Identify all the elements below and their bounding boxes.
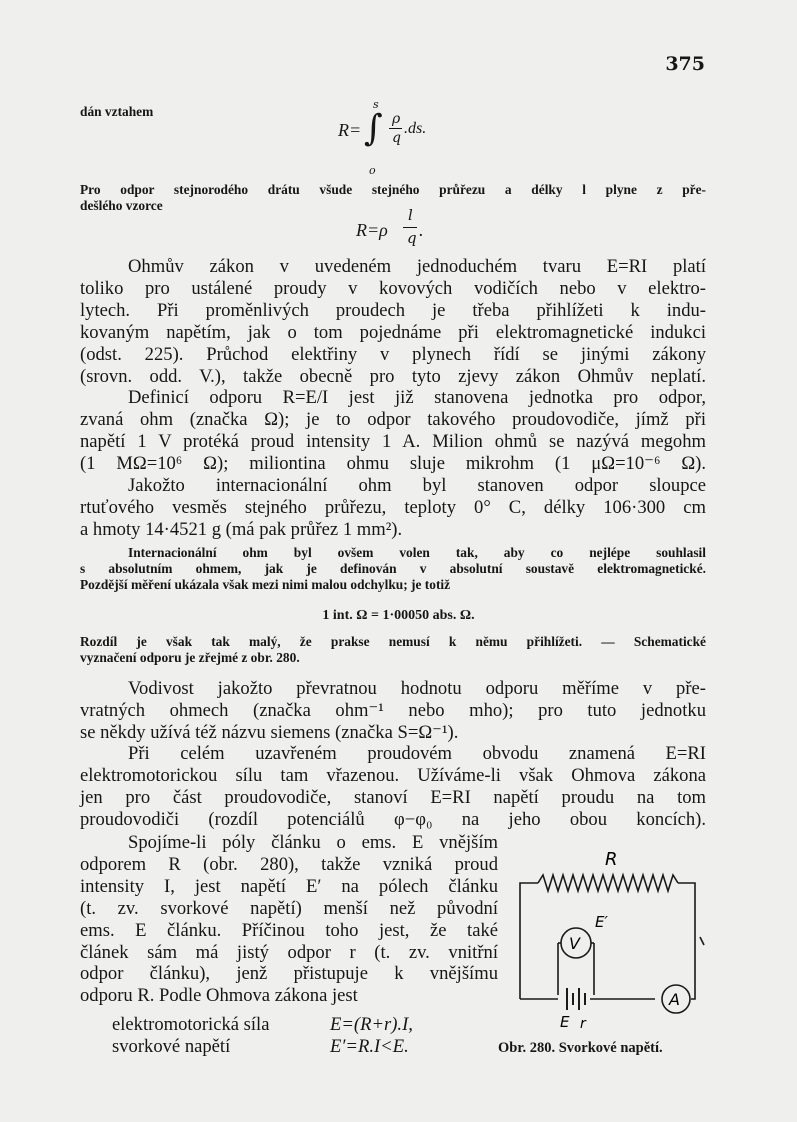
paragraph-conductance [80,678,706,744]
text-line: Ohmův zákon v uvedeném jednoduchém tvaru E=RI platí [128,256,706,277]
text-line: dešlého vzorce [80,198,163,213]
eq1-den: q [392,130,401,146]
wire-bottom-right [691,995,695,999]
text-line: vratných ohmech (značka ohm⁻¹ nebo mho); pro tuto jednotku [80,699,706,721]
resistor-zigzag [538,875,678,891]
wire-top-right [678,883,695,995]
paragraph-ohms-law [80,256,706,387]
text-line: proudovodiči (rozdíl potenciálů φ−φ₀ na jeho obou koncích). [80,808,706,830]
text-line: vyznačení odporu je zřejmé z obr. 280. [80,650,300,665]
eq2-num: l [408,206,413,224]
text-line: zvaná ohm (značka Ω); je to odpor takového proudovodiče, jímž při [80,408,706,430]
text-line: rtuťového vesměs stejného průřezu, teploty 0° C, délky 106·300 cm [80,496,706,518]
final-equations [112,1014,492,1058]
eq1-fraction-bar [389,128,402,129]
eq1-tail: .ds. [404,120,427,137]
text-line: odporu R. Podle Ohmova zákona jest [80,985,358,1007]
text-line: Pro odpor stejnorodého drátu všude stejného průřezu a délky l plyne z pře- [80,182,706,197]
text-line: lytech. Při proměnlivých proudech je třeba přihlížeti k indu- [80,299,706,321]
text-line: (t. zv. svorkové napětí) menší než původní [80,897,498,919]
equation-integral [338,98,478,178]
text-line: intensity I, jest napětí E′ na pólech článku [80,875,498,897]
text-line: Definicí odporu R=E/I jest již stanovena jednotka pro odpor, [128,387,706,408]
text-line: Pozdější měření ukázala však mezi nimi malou odchylku; je totiž [80,577,451,592]
text-line: jen pro část proudovodiče, stanoví E=RI napětí proudu na tom [80,786,706,808]
page-number: 375 [665,53,705,75]
paragraph-closed-circuit [80,743,706,831]
eq2-den: q [407,229,417,247]
equation-formula: E=(R+r).I, [330,1014,413,1035]
label-R: R [605,849,618,870]
text-line: Rozdíl je však tak malý, že prakse nemusí k němu přihlížeti. — Schematické [80,634,706,649]
equation-label: elektromotorická síla [112,1014,270,1035]
paragraph-ohm-unit [80,387,706,475]
equation-row-emf [112,1014,492,1036]
eq1-upper: s [373,98,379,111]
wire-top-left [520,883,538,945]
text-line: elektromotorickou sílu tam vřazenou. Užíváme-li však Ohmova zákona [80,764,706,786]
label-E: E [560,1013,570,1031]
intro-text: dán vztahem [80,104,154,119]
text-line: (odst. 225). Průchod elektřiny v plynech řídí se jinými zákony [80,343,706,365]
equation-resistivity [356,206,446,252]
current-arrow [700,937,704,945]
text-line: Spojíme-li póly článku o ems. E vnějším [128,832,498,853]
equation-label: svorkové napětí [112,1036,231,1057]
eq1-lower: o [369,164,376,177]
text-line: Vodivost jakožto převratnou hodnotu odporu měříme v pře- [128,678,706,699]
figure-caption: Obr. 280. Svorkové napětí. [498,1040,663,1056]
note-block [80,545,706,593]
voltmeter-icon-label: V [569,934,580,953]
eq1-lhs: R= [338,120,362,140]
text-line: odporem R (obr. 280), takže vzniká proud [80,853,498,875]
circuit-diagram [505,845,720,1040]
eq1-num: ρ [392,111,401,127]
eq2-lhs: R=ρ [356,220,388,240]
text-line: Jakožto internacionální ohm byl stanoven odpor sloupce [128,475,706,496]
text-line: článek sám má jistý odpor r (t. zv. vnitřní [80,941,498,963]
paragraph-terminal-voltage [80,832,498,1007]
text-line: Internacionální ohm byl ovšem volen tak, aby co nejlépe souhlasil [128,545,706,560]
text-line: se někdy užívá též názvu siemens (značka S=Ω⁻¹). [80,721,459,743]
eq2-tail: . [419,220,424,240]
text-line: s absolutním ohmem, jak je definován v absolutní soustavě elektromagnetické. [80,561,706,576]
text-line: (srovn. odd. V.), takže obecně pro tyto zjevy zákon Ohmův neplatí. [80,365,706,387]
text-line: Při celém uzavřeném proudovém obvodu znamená E=RI [128,743,706,764]
text-line: kovaným napětím, jak o tom pojednáme při elektromagnetické indukci [80,321,706,343]
text-line: ems. E článku. Příčinou toho jest, že také [80,919,498,941]
text-line: napětí 1 V protéká proud intensity 1 A. Milion ohmů se nazývá megohm [80,430,706,452]
label-r: r [580,1016,586,1032]
equation-row-terminal [112,1036,492,1058]
text-line: (1 MΩ=10⁶ Ω); miliontina ohmu sluje mikrohm (1 μΩ=10⁻⁶ Ω). [80,452,706,474]
eq2-fraction-bar [403,227,417,228]
paragraph-international-ohm [80,475,706,541]
text-line: odpor článku), jenž přistupuje k vnějšímu [80,963,498,985]
ammeter-icon-label: A [669,990,680,1009]
text-line: a hmoty 14·4521 g (má pak průřez 1 mm²). [80,518,403,540]
note-equation: 1 int. Ω = 1·00050 abs. Ω. [322,608,475,623]
text-line: toliko pro ustálené proudy v kovových vodičích nebo v elektro- [80,277,706,299]
integral-sign: ∫ [364,108,383,149]
label-E-prime: E′ [595,913,608,931]
equation-formula: E′=R.I<E. [330,1036,409,1057]
note-block-2 [80,634,706,666]
